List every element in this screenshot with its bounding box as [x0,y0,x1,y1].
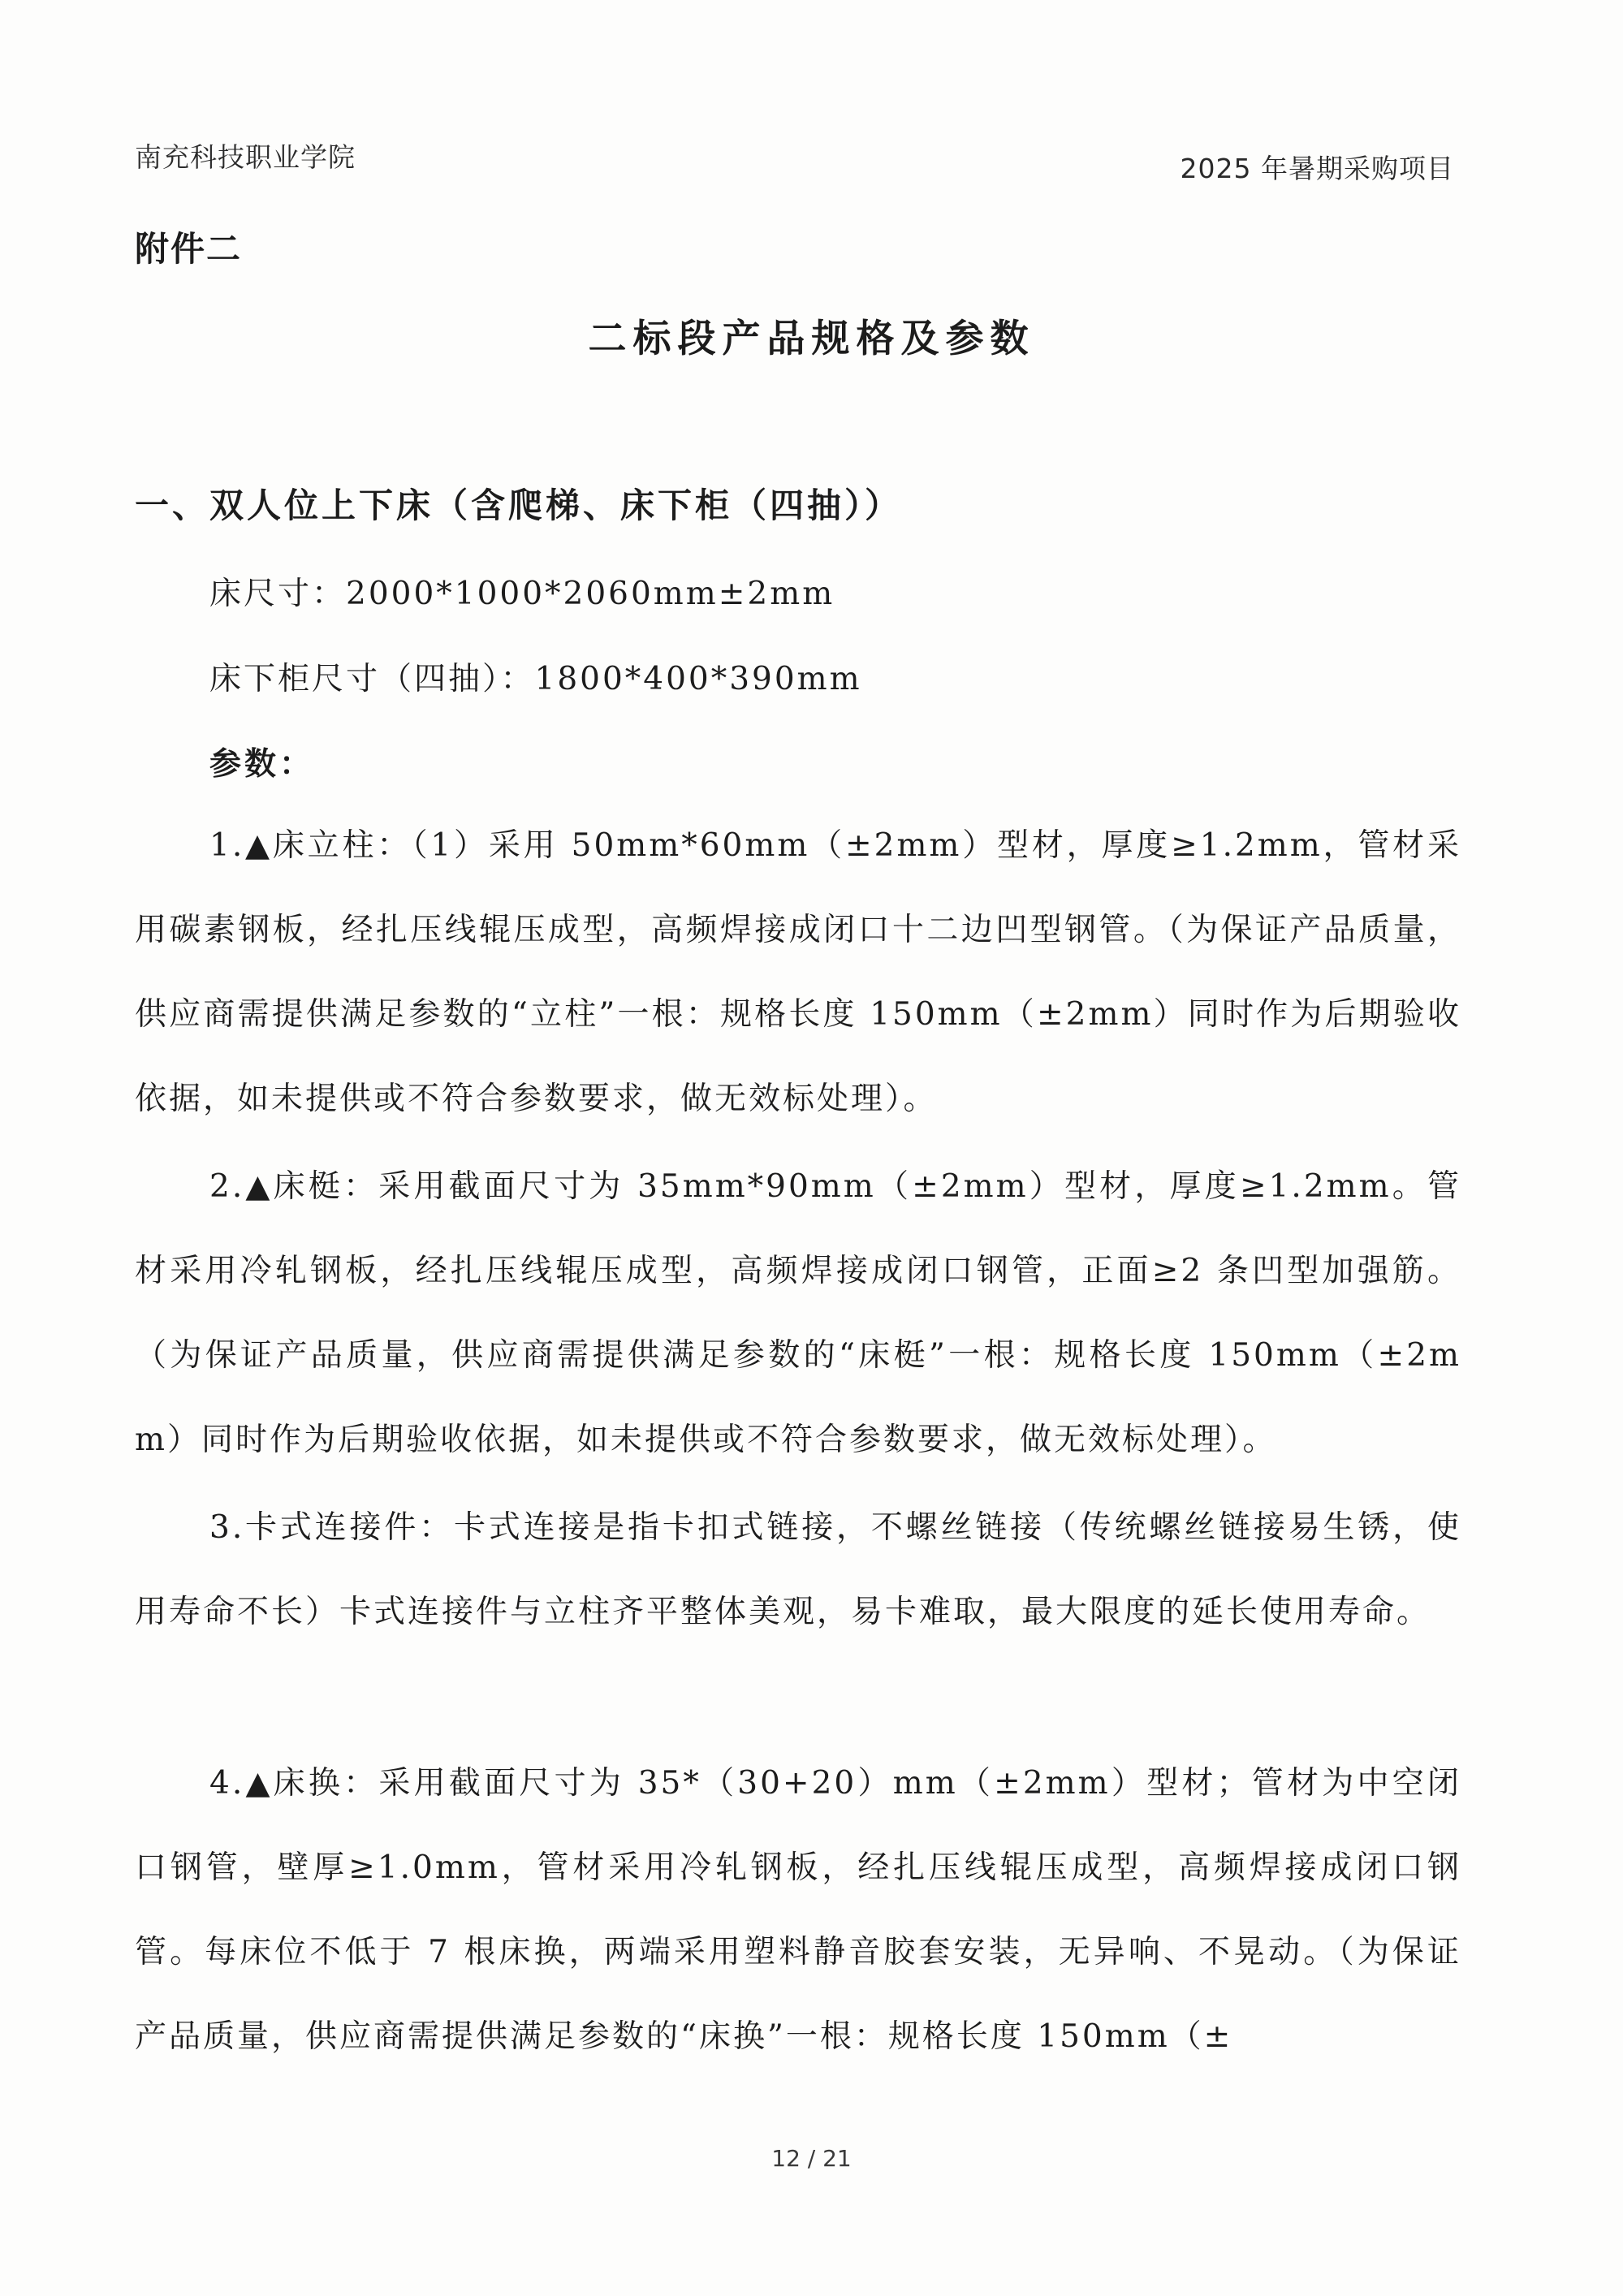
param-paragraph-4: 4.▲床换：采用截面尺寸为 35*（30+20）mm（±2mm）型材；管材为中空闭口钢管，壁厚≥1.0mm，管材采用冷轧钢板，经扎压线辊压成型，高频焊接成闭口钢管。每床位不低于 7 根床换，两端采用塑料静音胶套安装，无异响、不晃动。（为保证产品质量，供应商需提供满足参数的“床换”一根：规格长度 150mm（± [135,1765,1461,2055]
param-paragraph-1: 1.▲床立柱：（1）采用 50mm*60mm（±2mm）型材，厚度≥1.2mm，管材采用碳素钢板，经扎压线辊压成型，高频焊接成闭口十二边凹型钢管。（为保证产品质量，供应商需提供满足参数的“立柱”一根：规格长度 150mm（±2mm）同时作为后期验收依据，如未提供或不符合参数要求，做无效标处理）。 [135,827,1461,1117]
params-label: 参数： [209,746,315,783]
param-paragraph-2: 2.▲床梃：采用截面尺寸为 35mm*90mm（±2mm）型材，厚度≥1.2mm。管材采用冷轧钢板，经扎压线辊压成型，高频焊接成闭口钢管，正面≥2 条凹型加强筋。（为保证产品质量，供应商需提供满足参数的“床梃”一根：规格长度 150mm（±2mm）同时作为后期验收依据，如未提供或不符合参数要求，做无效标处理）。 [135,1168,1461,1458]
attachment-label: 附件二 [135,229,243,269]
page-title: 二标段产品规格及参数 [588,317,1035,361]
section-heading: 一、双人位上下床（含爬梯、床下柜（四抽）） [135,486,903,525]
header-school-name: 南充科技职业学院 [135,141,356,173]
param-paragraph-3: 3.卡式连接件：卡式连接是指卡扣式链接，不螺丝链接（传统螺丝链接易生锈，使用寿命不长）卡式连接件与立柱齐平整体美观，易卡难取，最大限度的延长使用寿命。 [135,1509,1461,1630]
page-number: 12 / 21 [771,2145,852,2172]
bed-size-line: 床尺寸：2000*1000*2060mm±2mm [209,576,835,612]
cabinet-size-line: 床下柜尺寸（四抽）：1800*400*390mm [209,661,862,697]
header-project-name: 2025 年暑期采购项目 [1180,153,1454,184]
